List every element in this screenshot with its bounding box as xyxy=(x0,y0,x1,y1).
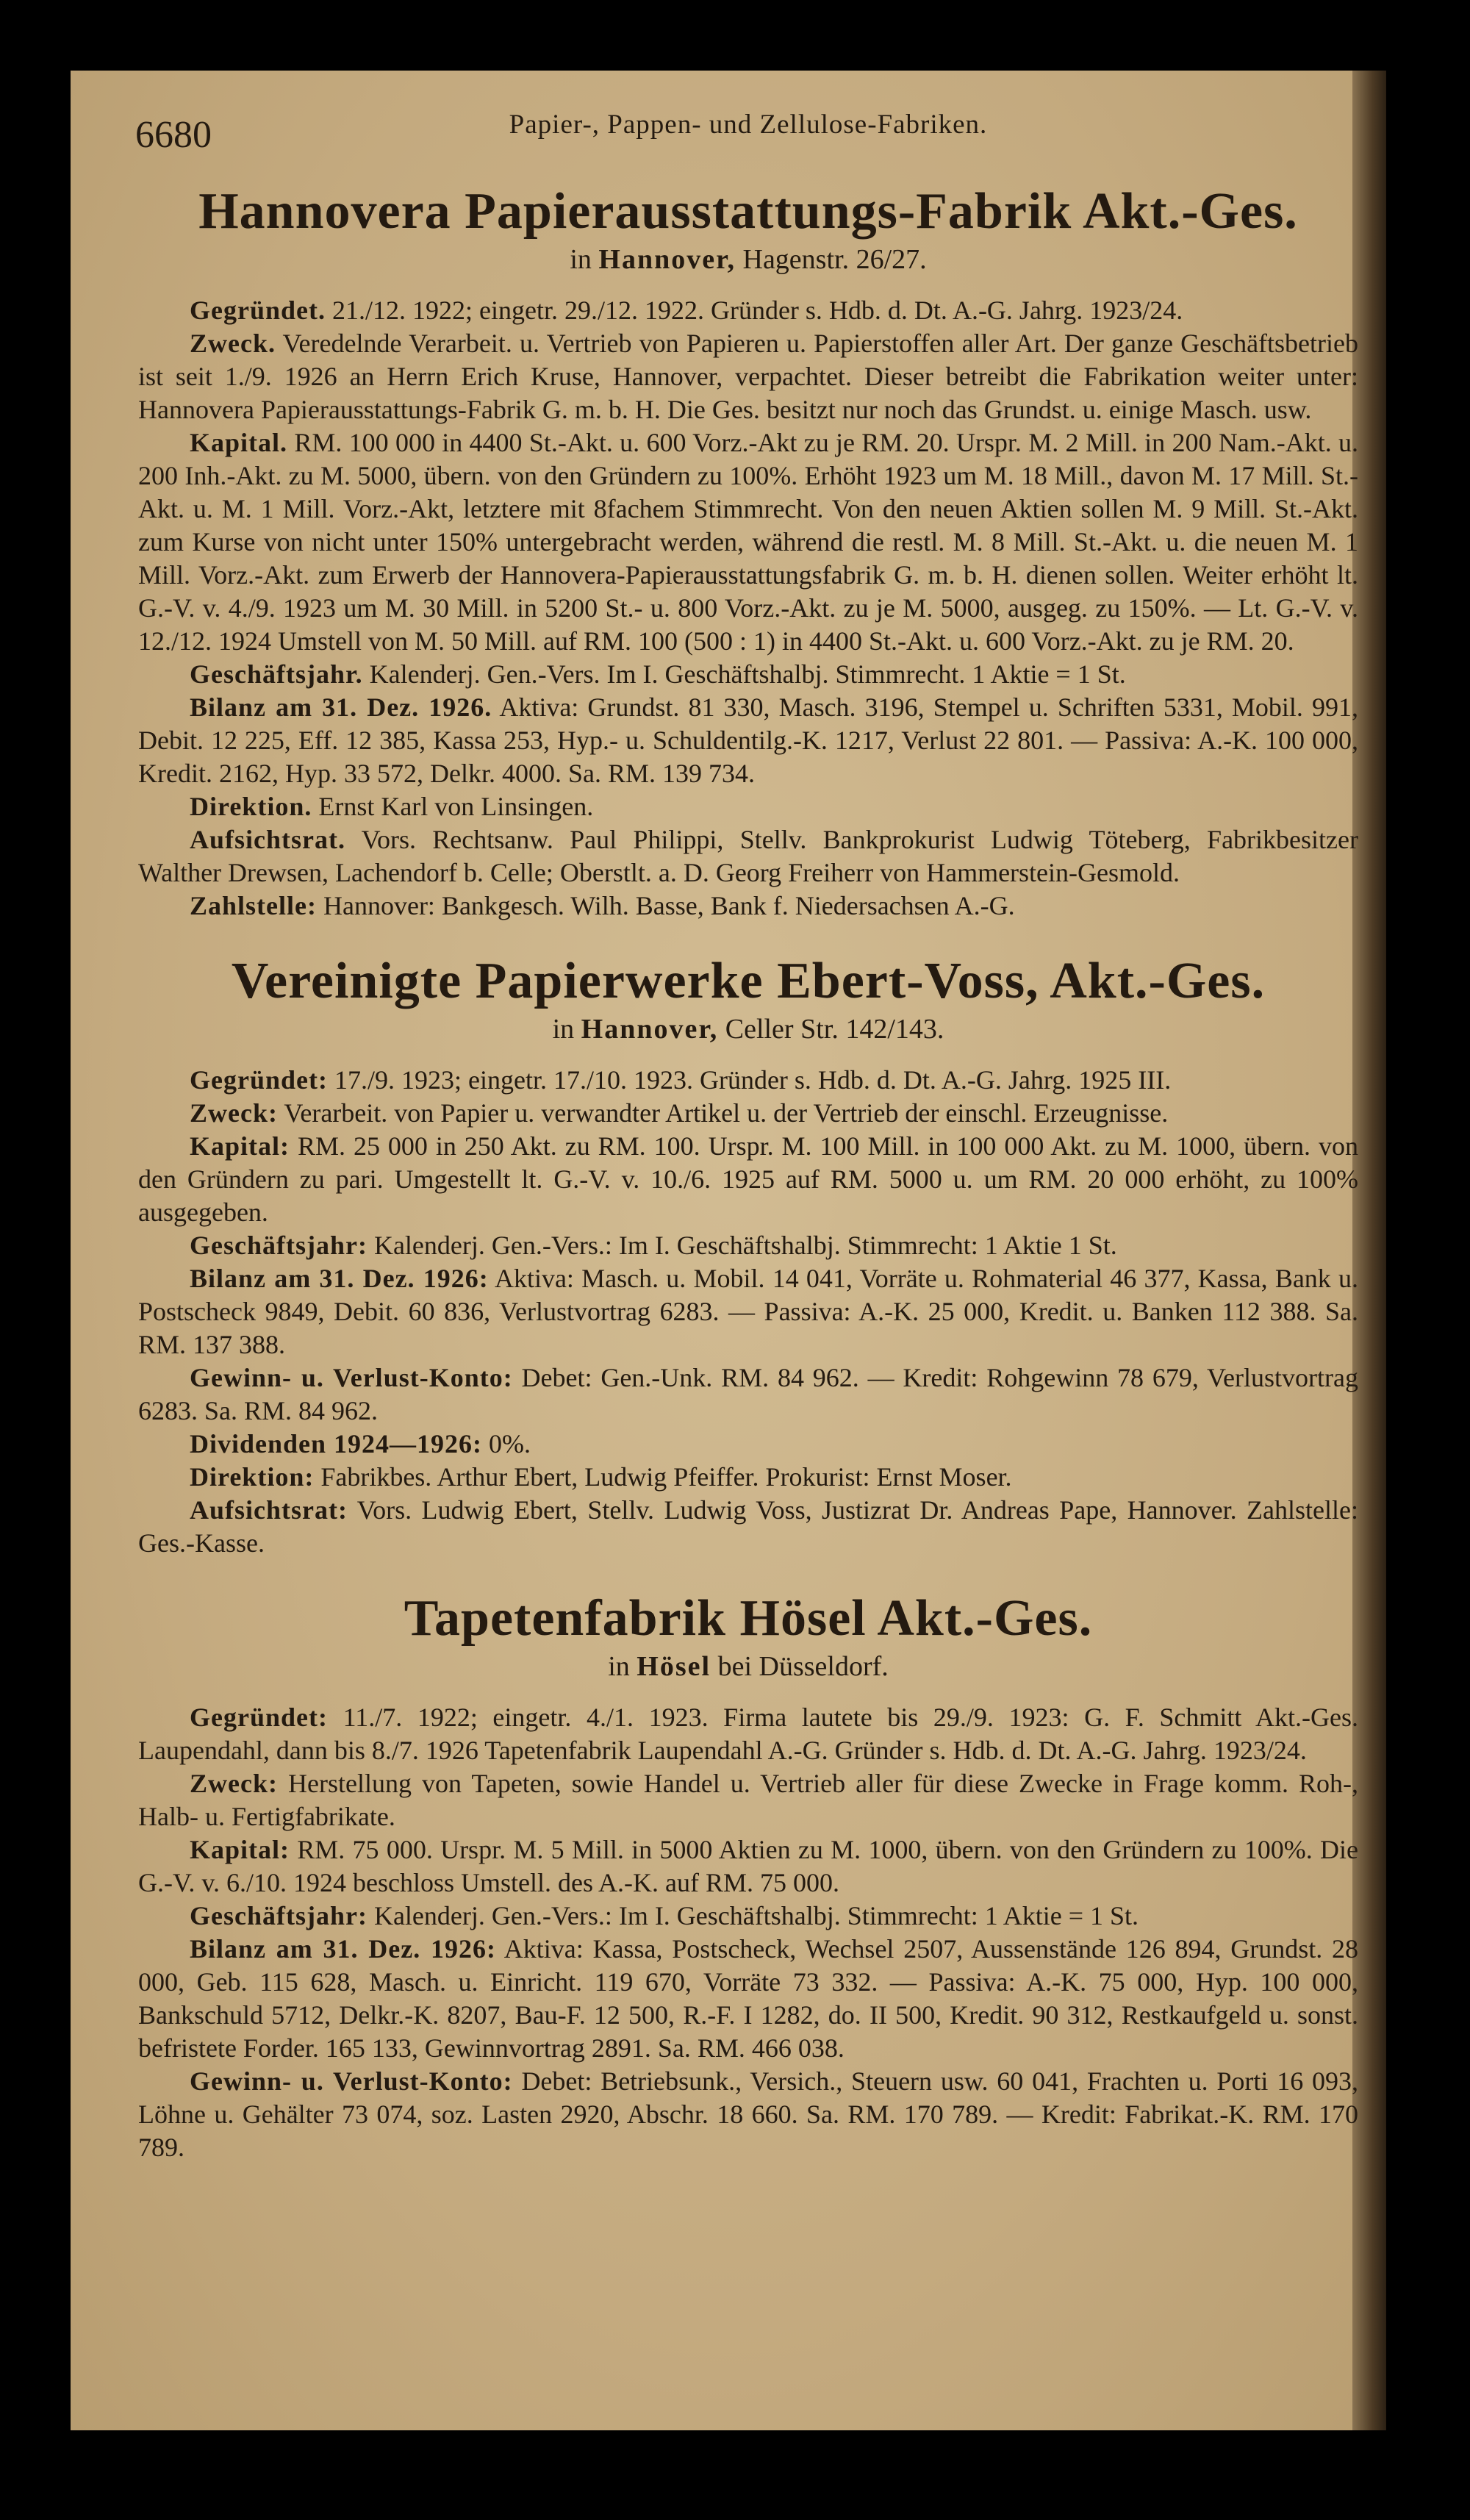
entry-label: Zweck: xyxy=(190,1098,278,1128)
book-page xyxy=(71,71,1386,2430)
entry-gewinn-verlust xyxy=(138,2065,1358,2164)
entry-label: Gewinn- u. Verlust-Konto: xyxy=(190,2066,513,2097)
entry-direktion xyxy=(138,790,1358,823)
entry-text: RM. 100 000 in 4400 St.-Akt. u. 600 Vorz.-Akt zu je RM. 20. Urspr. M. 2 Mill. in 200 Nam.-Akt. u. 200 Inh.-Akt. zu M. 5000, übern. von den Gründern zu 100%. Erhöht 1923 um M. 18 Mill., davon M. 17 Mill. St.-Akt. u. M. 1 Mill. Vorz.-Akt, letztere mit 8fachem Stimmrecht. Von den neuen Aktien sollen M. 9 Mill. St.-Akt. zum Kurse von nicht unter 150% untergebracht werden, während die restl. M. 8 Mill. St.-Akt. u. die neuen M. 1 Mill. Vorz.-Akt. zum Erwerb der Hannovera-Papierausstattungsfabrik G. m. b. H. dienen sollen. Weiter erhöht lt. G.-V. v. 4./9. 1923 um M. 30 Mill. in 5200 St.- u. 800 Vorz.-Akt. zu je M. 5000, ausgeg. zu 150%. — Lt. G.-V. v. 12./12. 1924 Umstell von M. 50 Mill. auf RM. 100 (500 : 1) in 4400 St.-Akt. u. 600 Vorz.-Akt. zu je RM. 20. xyxy=(138,428,1359,656)
entry-text: 17./9. 1923; eingetr. 17./10. 1923. Gründer s. Hdb. d. Dt. A.-G. Jahrg. 1925 III. xyxy=(334,1065,1172,1095)
entry-text: Verarbeit. von Papier u. verwandter Artikel u. der Vertrieb der einschl. Erzeugnisse. xyxy=(284,1098,1169,1128)
entry-label: Geschäftsjahr. xyxy=(190,659,363,690)
location-prefix: in xyxy=(570,243,592,275)
company-city: Hösel xyxy=(637,1650,711,1682)
entry-text: Debet: Betriebsunk., Versich., Steuern usw. 60 041, Frachten u. Porti 16 093, Löhne u. Gehälter 73 074, soz. Lasten 2920, Abschr. 18 660. Sa. RM. 170 789. — Kredit: Fabrikat.-K. RM. 170 789. xyxy=(138,2066,1359,2163)
company-city: Hannover, xyxy=(598,243,736,275)
entry-text: RM. 25 000 in 250 Akt. zu RM. 100. Urspr. M. 100 Mill. in 100 000 Akt. zu M. 1000, übern. von den Gründern zu pari. Umgestellt lt. G.-V. v. 10./6. 1925 auf RM. 5000 u. um RM. 20 000 erhöht, zu 100% ausgegeben. xyxy=(138,1131,1359,1228)
entry-text: Aktiva: Grundst. 81 330, Masch. 3196, Stempel u. Schriften 5331, Mobil. 991, Debit. 12 225, Eff. 12 385, Kassa 253, Hyp.- u. Schuldentilg.-K. 1217, Verlust 22 801. — Passiva: A.-K. 100 000, Kredit. 2162, Hyp. 33 572, Delkr. 4000. Sa. RM. 139 734. xyxy=(138,692,1358,789)
entry-bilanz xyxy=(138,1933,1358,2065)
entry-geschaeftsjahr xyxy=(138,1229,1358,1262)
entry-label: Zweck. xyxy=(190,329,276,359)
entry-label: Kapital: xyxy=(190,1835,290,1865)
entry-text: Aktiva: Masch. u. Mobil. 14 041, Vorräte u. Rohmaterial 46 377, Kassa, Bank u. Postscheck 9849, Debit. 60 836, Verlustvortrag 6283. — Passiva: A.-K. 25 000, Kredit. u. Banken 112 388. Sa. RM. 137 388. xyxy=(138,1264,1359,1360)
company-location xyxy=(138,243,1358,277)
company-name: Vereinigte Papierwerke Ebert-Voss, Akt.-Ges. xyxy=(231,953,1266,1010)
entry-text: Hannover: Bankgesch. Wilh. Basse, Bank f. Niedersachsen A.-G. xyxy=(323,891,1015,921)
entry-label: Kapital. xyxy=(190,428,288,458)
entry-dividenden xyxy=(138,1428,1358,1461)
entry-text: Ernst Karl von Linsingen. xyxy=(318,792,594,822)
entry-zweck xyxy=(138,327,1358,426)
location-prefix: in xyxy=(552,1013,575,1045)
entry-text: Aktiva: Kassa, Postscheck, Wechsel 2507, Aussenstände 126 894, Grundst. 28 000, Geb. 115 628, Masch. u. Einricht. 119 670, Vorräte 73 332. — Passiva: A.-K. 75 000, Hyp. 100 000, Bankschuld 5712, Delkr.-K. 8207, Bau-F. 12 500, R.-F. I 1282, do. II 500, Kredit. 90 312, Restkaufgeld u. sonst. befristete Forder. 165 133, Gewinnvortrag 2891. Sa. RM. 466 038. xyxy=(138,1934,1358,2063)
entry-label: Bilanz am 31. Dez. 1926: xyxy=(190,1934,497,1964)
entry-geschaeftsjahr xyxy=(138,1900,1358,1933)
entry-gewinn-verlust xyxy=(138,1361,1358,1428)
entry-zweck xyxy=(138,1097,1358,1130)
entry-zweck xyxy=(138,1767,1358,1833)
entry-text: RM. 75 000. Urspr. M. 5 Mill. in 5000 Aktien zu M. 1000, übern. von den Gründern zu 100%. Die G.-V. v. 6./10. 1924 beschloss Umstell. des A.-K. auf RM. 75 000. xyxy=(138,1835,1359,1898)
location-prefix: in xyxy=(608,1650,630,1682)
company-address: bei Düsseldorf. xyxy=(717,1650,889,1682)
entry-text: Herstellung von Tapeten, sowie Handel u. Vertrieb aller für diese Zwecke in Frage komm. Roh-, Halb- u. Fertigfabrikate. xyxy=(138,1769,1359,1832)
entry-text: Kalenderj. Gen.-Vers.: Im I. Geschäftshalbj. Stimmrecht: 1 Aktie 1 St. xyxy=(373,1231,1117,1261)
entry-text: 11./7. 1922; eingetr. 4./1. 1923. Firma lautete bis 29./9. 1923: G. F. Schmitt Akt.-Ges. Laupendahl, dann bis 8./7. 1926 Tapetenfabrik Laupendahl A.-G. Gründer s. Hdb. d. Dt. A.-G. Jahrg. 1923/24. xyxy=(138,1703,1358,1766)
company-entry xyxy=(138,182,1358,923)
entry-text: Kalenderj. Gen.-Vers. Im I. Geschäftshalbj. Stimmrecht. 1 Aktie = 1 St. xyxy=(369,659,1126,690)
entry-bilanz xyxy=(138,1262,1358,1361)
entry-label: Zweck: xyxy=(190,1769,278,1799)
entry-gegruendet xyxy=(138,1064,1358,1097)
company-location xyxy=(138,1650,1358,1684)
entry-label: Dividenden 1924—1926: xyxy=(190,1429,483,1459)
company-name: Tapetenfabrik Hösel Akt.-Ges. xyxy=(404,1590,1093,1647)
entry-text: Kalenderj. Gen.-Vers.: Im I. Geschäftshalbj. Stimmrecht: 1 Aktie = 1 St. xyxy=(373,1901,1139,1931)
entry-kapital xyxy=(138,1833,1358,1900)
entry-label: Geschäftsjahr: xyxy=(190,1901,368,1931)
entry-label: Gegründet: xyxy=(190,1065,328,1095)
entry-bilanz xyxy=(138,691,1358,790)
entry-label: Gegründet: xyxy=(190,1703,328,1733)
entry-geschaeftsjahr xyxy=(138,658,1358,691)
company-city: Hannover, xyxy=(581,1013,719,1045)
entry-aufsichtsrat xyxy=(138,1494,1358,1560)
entry-text: Debet: Gen.-Unk. RM. 84 962. — Kredit: Rohgewinn 78 679, Verlustvortrag 6283. Sa. RM. 84 962. xyxy=(138,1363,1358,1426)
entry-text: Fabrikbes. Arthur Ebert, Ludwig Pfeiffer. Prokurist: Ernst Moser. xyxy=(320,1462,1012,1492)
entry-text: Vors. Rechtsanw. Paul Philippi, Stellv. Bankprokurist Ludwig Töteberg, Fabrikbesitzer Walther Drewsen, Lachendorf b. Celle; Oberstlt. a. D. Georg Freiherr von Hammerstein-Gesmold. xyxy=(138,825,1358,888)
entry-label: Bilanz am 31. Dez. 1926: xyxy=(190,1264,489,1294)
page-content xyxy=(135,109,1359,2164)
entry-text: Vors. Ludwig Ebert, Stellv. Ludwig Voss, Justizrat Dr. Andreas Pape, Hannover. Zahlstelle: Ges.-Kasse. xyxy=(138,1495,1358,1558)
entry-direktion xyxy=(138,1461,1358,1494)
entry-text: 21./12. 1922; eingetr. 29./12. 1922. Gründer s. Hdb. d. Dt. A.-G. Jahrg. 1923/24. xyxy=(332,296,1183,326)
entry-label: Geschäftsjahr: xyxy=(190,1231,368,1261)
entry-label: Direktion: xyxy=(190,1462,315,1492)
entry-label: Aufsichtsrat: xyxy=(190,1495,348,1525)
entry-gegruendet xyxy=(138,294,1358,327)
page-number: 6680 xyxy=(135,114,212,156)
entry-zahlstelle xyxy=(138,889,1358,923)
entry-kapital xyxy=(138,426,1358,658)
entry-text: Veredelnde Verarbeit. u. Vertrieb von Papieren u. Papierstoffen aller Art. Der ganze Geschäftsbetrieb ist seit 1./9. 1926 an Herrn Erich Kruse, Hannover, verpachtet. Dieser betreibt die Fabrikation weiter unter: Hannovera Papierausstattungs-Fabrik G. m. b. H. Die Ges. besitzt nur noch das Grundst. u. einige Masch. usw. xyxy=(138,329,1358,425)
entry-text: 0%. xyxy=(489,1429,531,1459)
entry-label: Gegründet. xyxy=(190,296,326,326)
entry-label: Bilanz am 31. Dez. 1926. xyxy=(190,692,492,723)
entry-label: Aufsichtsrat. xyxy=(190,825,345,855)
running-header-title: Papier-, Pappen- und Zellulose-Fabriken. xyxy=(509,110,988,140)
company-location xyxy=(138,1013,1358,1047)
running-head xyxy=(135,109,1358,162)
entry-label: Kapital: xyxy=(190,1131,290,1161)
company-entry xyxy=(138,952,1358,1560)
company-entry xyxy=(138,1589,1358,2164)
company-name: Hannovera Papierausstattungs-Fabrik Akt.-Ges. xyxy=(198,183,1298,240)
entry-label: Gewinn- u. Verlust-Konto: xyxy=(190,1363,513,1393)
entry-kapital xyxy=(138,1130,1358,1229)
entry-aufsichtsrat xyxy=(138,823,1358,889)
company-address: Celler Str. 142/143. xyxy=(725,1013,944,1045)
company-address: Hagenstr. 26/27. xyxy=(742,243,927,275)
entry-label: Zahlstelle: xyxy=(190,891,317,921)
entry-label: Direktion. xyxy=(190,792,312,822)
entry-gegruendet xyxy=(138,1701,1358,1767)
